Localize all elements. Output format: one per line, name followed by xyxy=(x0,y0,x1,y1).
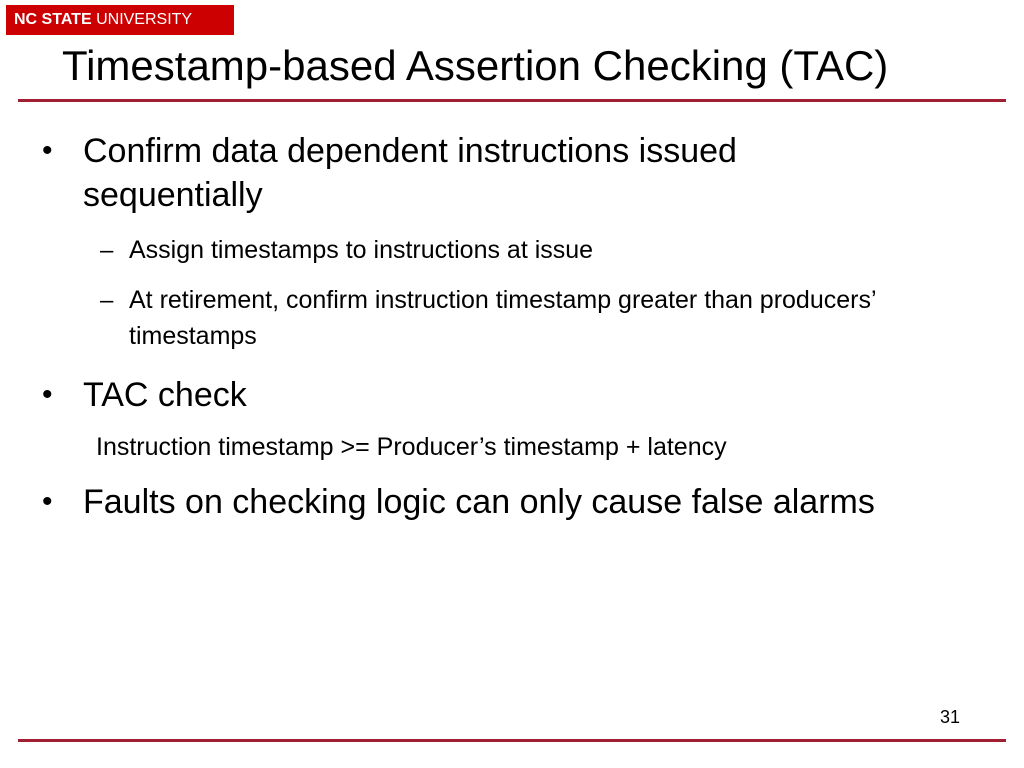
bullet-marker: • xyxy=(42,378,53,411)
logo-bold-text: NC STATE xyxy=(14,11,92,28)
slide-title: Timestamp-based Assertion Checking (TAC) xyxy=(62,42,889,89)
bullet-marker: • xyxy=(42,485,53,518)
bullet-1-text: Confirm data dependent instructions issued sequentially xyxy=(83,132,737,214)
dash-marker: – xyxy=(100,237,114,264)
bullet-2-text: TAC check xyxy=(83,376,247,414)
bullet-3-text: Faults on checking logic can only cause false alarms xyxy=(83,483,875,521)
tac-formula-text: Instruction timestamp >= Producer’s timestamp + latency xyxy=(96,433,727,461)
bullet-1-sub-1-text: Assign timestamps to instructions at issue xyxy=(129,236,594,264)
dash-marker: – xyxy=(100,287,114,314)
bottom-divider xyxy=(18,739,1006,742)
logo-light-text: UNIVERSITY xyxy=(96,11,193,28)
bullet-1-sub-2-text: At retirement, confirm instruction timestamp greater than producers’ timestamps xyxy=(129,286,876,350)
bullet-marker: • xyxy=(42,134,53,167)
page-number: 31 xyxy=(940,707,961,727)
